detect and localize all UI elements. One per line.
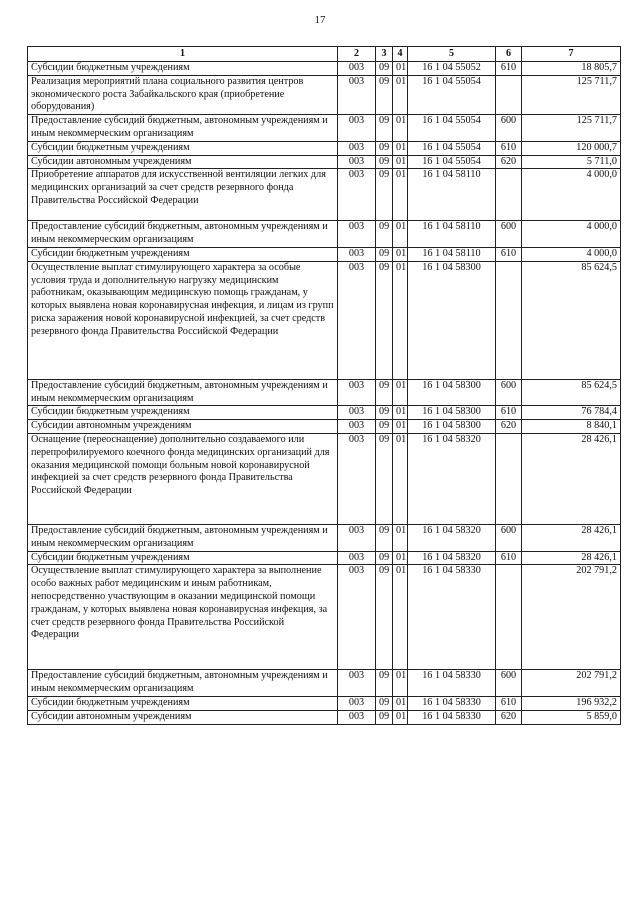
row-code-cell: 003 [338, 261, 376, 379]
row-name-cell: Предоставление субсидий бюджетным, автономным учреждениям и иным некоммерческим организациям [28, 524, 338, 551]
row-amount-cell: 85 624,5 [522, 379, 621, 406]
row-code-cell: 09 [376, 169, 393, 221]
column-header: 1 [28, 47, 338, 62]
row-name-cell: Субсидии автономным учреждениям [28, 710, 338, 724]
row-code-cell: 610 [496, 141, 522, 155]
column-header: 6 [496, 47, 522, 62]
row-code-cell: 003 [338, 420, 376, 434]
row-name-cell: Предоставление субсидий бюджетным, автономным учреждениям и иным некоммерческим организациям [28, 115, 338, 142]
table-row [28, 406, 621, 420]
row-code-cell: 003 [338, 221, 376, 248]
row-name-cell: Предоставление субсидий бюджетным, автономным учреждениям и иным некоммерческим организациям [28, 221, 338, 248]
row-code-cell: 09 [376, 221, 393, 248]
row-name-cell: Субсидии бюджетным учреждениям [28, 62, 338, 76]
table-row [28, 62, 621, 76]
row-code-cell: 600 [496, 221, 522, 248]
row-code-cell: 09 [376, 420, 393, 434]
row-name-cell: Субсидии бюджетным учреждениям [28, 696, 338, 710]
row-code-cell: 16 1 04 58330 [408, 710, 496, 724]
row-code-cell [496, 433, 522, 524]
row-code-cell: 09 [376, 75, 393, 114]
row-code-cell: 003 [338, 62, 376, 76]
row-code-cell: 003 [338, 247, 376, 261]
row-name-cell: Субсидии бюджетным учреждениям [28, 141, 338, 155]
table-row [28, 420, 621, 434]
row-code-cell: 16 1 04 58320 [408, 551, 496, 565]
row-code-cell: 09 [376, 433, 393, 524]
row-code-cell: 16 1 04 58300 [408, 406, 496, 420]
row-code-cell [496, 169, 522, 221]
row-code-cell [496, 565, 522, 670]
table-body [28, 62, 621, 725]
row-amount-cell: 5 711,0 [522, 155, 621, 169]
row-code-cell: 610 [496, 696, 522, 710]
row-amount-cell: 202 791,2 [522, 670, 621, 697]
row-amount-cell: 196 932,2 [522, 696, 621, 710]
row-code-cell: 003 [338, 169, 376, 221]
row-code-cell: 16 1 04 58320 [408, 433, 496, 524]
row-code-cell: 600 [496, 115, 522, 142]
row-code-cell: 01 [393, 524, 408, 551]
row-code-cell: 09 [376, 710, 393, 724]
table-row [28, 221, 621, 248]
row-code-cell: 600 [496, 524, 522, 551]
row-code-cell: 01 [393, 141, 408, 155]
column-header: 3 [376, 47, 393, 62]
row-code-cell: 003 [338, 551, 376, 565]
row-code-cell: 09 [376, 155, 393, 169]
row-code-cell: 620 [496, 710, 522, 724]
column-header: 5 [408, 47, 496, 62]
row-code-cell: 610 [496, 247, 522, 261]
column-header: 7 [522, 47, 621, 62]
row-code-cell: 09 [376, 261, 393, 379]
row-code-cell: 003 [338, 379, 376, 406]
row-code-cell: 09 [376, 670, 393, 697]
row-code-cell: 16 1 04 58330 [408, 565, 496, 670]
row-code-cell: 09 [376, 406, 393, 420]
row-code-cell: 01 [393, 710, 408, 724]
row-code-cell: 003 [338, 524, 376, 551]
row-code-cell [496, 261, 522, 379]
row-amount-cell: 4 000,0 [522, 169, 621, 221]
table-row [28, 696, 621, 710]
row-code-cell: 003 [338, 115, 376, 142]
row-code-cell: 01 [393, 155, 408, 169]
row-name-cell: Осуществление выплат стимулирующего характера за выполнение особо важных работ медицинским и иным работникам, непосредственно участвующим в оказании медицинской помощи гражданам, у которых выявлена новая коронавирусная инфекция, за счет средств резервного фонда Правительства Российской Федерации [28, 565, 338, 670]
table-row [28, 75, 621, 114]
table-row [28, 379, 621, 406]
row-name-cell: Субсидии автономным учреждениям [28, 155, 338, 169]
row-amount-cell: 85 624,5 [522, 261, 621, 379]
row-code-cell: 01 [393, 261, 408, 379]
row-code-cell: 09 [376, 524, 393, 551]
row-code-cell: 620 [496, 420, 522, 434]
row-code-cell: 09 [376, 115, 393, 142]
row-code-cell: 01 [393, 565, 408, 670]
row-code-cell: 01 [393, 420, 408, 434]
row-amount-cell: 28 426,1 [522, 551, 621, 565]
row-code-cell: 16 1 04 58110 [408, 247, 496, 261]
row-amount-cell: 18 805,7 [522, 62, 621, 76]
row-amount-cell: 125 711,7 [522, 75, 621, 114]
row-name-cell: Предоставление субсидий бюджетным, автономным учреждениям и иным некоммерческим организациям [28, 670, 338, 697]
row-code-cell: 003 [338, 433, 376, 524]
row-amount-cell: 28 426,1 [522, 524, 621, 551]
row-code-cell: 003 [338, 696, 376, 710]
row-code-cell: 16 1 04 58300 [408, 261, 496, 379]
row-code-cell: 16 1 04 58110 [408, 169, 496, 221]
row-code-cell: 09 [376, 696, 393, 710]
table-row [28, 247, 621, 261]
row-code-cell: 16 1 04 58330 [408, 670, 496, 697]
row-code-cell: 01 [393, 62, 408, 76]
row-code-cell: 003 [338, 565, 376, 670]
table-row [28, 524, 621, 551]
row-name-cell: Реализация мероприятий плана социального развития центров экономического роста Забайкальского края (приобретение оборудования) [28, 75, 338, 114]
table-row [28, 670, 621, 697]
row-code-cell: 003 [338, 75, 376, 114]
row-code-cell: 610 [496, 551, 522, 565]
table-row [28, 155, 621, 169]
row-code-cell: 003 [338, 710, 376, 724]
row-amount-cell: 125 711,7 [522, 115, 621, 142]
table-row [28, 551, 621, 565]
row-code-cell: 16 1 04 58110 [408, 221, 496, 248]
budget-table [27, 46, 621, 725]
row-code-cell: 09 [376, 62, 393, 76]
row-amount-cell: 4 000,0 [522, 221, 621, 248]
row-code-cell: 01 [393, 115, 408, 142]
row-code-cell: 16 1 04 55054 [408, 141, 496, 155]
row-name-cell: Оснащение (переоснащение) дополнительно создаваемого или перепрофилируемого коечного фонда медицинских организаций для оказания медицинской помощи больным новой коронавирусной инфекцией за счет средств резервного фонда Правительства Российской Федерации [28, 433, 338, 524]
row-amount-cell: 28 426,1 [522, 433, 621, 524]
row-code-cell: 610 [496, 406, 522, 420]
row-code-cell: 610 [496, 62, 522, 76]
row-amount-cell: 120 000,7 [522, 141, 621, 155]
row-code-cell: 600 [496, 670, 522, 697]
row-code-cell: 01 [393, 670, 408, 697]
table-row [28, 565, 621, 670]
row-code-cell: 16 1 04 58300 [408, 420, 496, 434]
row-code-cell: 09 [376, 247, 393, 261]
table-row [28, 115, 621, 142]
row-amount-cell: 202 791,2 [522, 565, 621, 670]
table-row [28, 141, 621, 155]
column-header: 2 [338, 47, 376, 62]
row-name-cell: Приобретение аппаратов для искусственной вентиляции легких для медицинских организаций за счет средств резервного фонда Правительства Российской Федерации [28, 169, 338, 221]
column-header: 4 [393, 47, 408, 62]
row-code-cell: 003 [338, 670, 376, 697]
row-code-cell: 01 [393, 75, 408, 114]
table-row [28, 261, 621, 379]
row-code-cell: 16 1 04 55054 [408, 155, 496, 169]
row-code-cell: 01 [393, 221, 408, 248]
table-row [28, 710, 621, 724]
row-name-cell: Субсидии бюджетным учреждениям [28, 247, 338, 261]
row-code-cell: 01 [393, 379, 408, 406]
row-code-cell: 01 [393, 433, 408, 524]
row-code-cell: 09 [376, 551, 393, 565]
table-row [28, 169, 621, 221]
row-code-cell: 01 [393, 551, 408, 565]
row-code-cell: 09 [376, 379, 393, 406]
row-code-cell: 620 [496, 155, 522, 169]
row-amount-cell: 76 784,4 [522, 406, 621, 420]
row-code-cell: 09 [376, 141, 393, 155]
row-name-cell: Субсидии автономным учреждениям [28, 420, 338, 434]
header-row [28, 47, 621, 62]
row-code-cell: 01 [393, 696, 408, 710]
row-code-cell: 16 1 04 58320 [408, 524, 496, 551]
row-amount-cell: 8 840,1 [522, 420, 621, 434]
row-code-cell: 01 [393, 406, 408, 420]
row-name-cell: Осуществление выплат стимулирующего характера за особые условия труда и дополнительную нагрузку медицинским работникам, оказывающим медицинскую помощь гражданам, у которых выявлена новая коронавирусная инфекция, и лицам из групп риска заражения новой коронавирусной инфекцией, за счет средств резервного фонда Правительства Российской Федерации [28, 261, 338, 379]
row-code-cell: 16 1 04 55054 [408, 75, 496, 114]
row-code-cell: 003 [338, 406, 376, 420]
row-name-cell: Предоставление субсидий бюджетным, автономным учреждениям и иным некоммерческим организациям [28, 379, 338, 406]
table-row [28, 433, 621, 524]
row-amount-cell: 4 000,0 [522, 247, 621, 261]
row-code-cell: 16 1 04 55052 [408, 62, 496, 76]
row-code-cell [496, 75, 522, 114]
row-code-cell: 01 [393, 169, 408, 221]
row-name-cell: Субсидии бюджетным учреждениям [28, 551, 338, 565]
row-name-cell: Субсидии бюджетным учреждениям [28, 406, 338, 420]
row-code-cell: 003 [338, 155, 376, 169]
row-code-cell: 003 [338, 141, 376, 155]
page-number: 17 [314, 14, 326, 26]
row-code-cell: 600 [496, 379, 522, 406]
row-code-cell: 16 1 04 58330 [408, 696, 496, 710]
row-amount-cell: 5 859,0 [522, 710, 621, 724]
row-code-cell: 16 1 04 58300 [408, 379, 496, 406]
row-code-cell: 09 [376, 565, 393, 670]
row-code-cell: 16 1 04 55054 [408, 115, 496, 142]
row-code-cell: 01 [393, 247, 408, 261]
